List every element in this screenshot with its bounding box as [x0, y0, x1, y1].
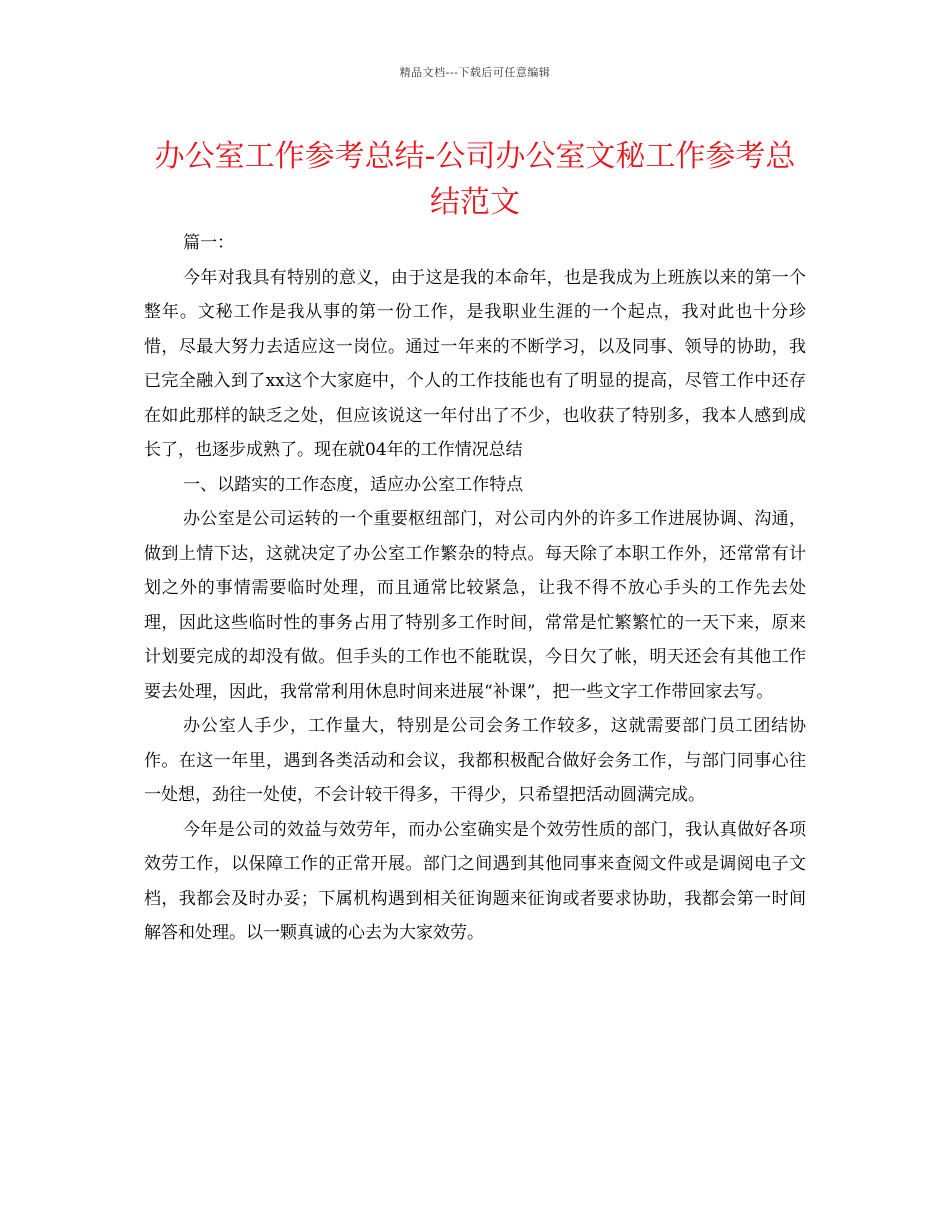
document-title: 办公室工作参考总结-公司办公室文秘工作参考总结范文 — [154, 139, 796, 220]
paragraph-section-label: 篇一： — [183, 233, 235, 253]
paragraph: 办公室是公司运转的一个重要枢纽部门，对公司内外的许多工作进展协调、沟通，做到上情下达，这就决定了办公室工作繁杂的特点。每天除了本职工作外，还常常有计划之外的事情需要临时处理，而且通常比较紧急，让我不得不放心手头的工作先去处理，因此这些临时性的事务占用了特别多工作时间，常常是忙繁繁忙的一天下来，原来计划要完成的却没有做。但手头的工作也不能耽误，今日欠了帐，明天还会有其他工作要去处理，因此，我常常利用休息时间来进展“补课”，把一些文字工作带回家去写。 — [144, 509, 806, 702]
section-heading: 一、以踏实的工作态度，适应办公室工作特点 — [183, 474, 524, 495]
header-note: 精品文档---下载后可任意编辑 — [399, 66, 551, 79]
paragraph: 办公室人手少，工作量大，特别是公司会务工作较多，这就需要部门员工团结协作。在这一年里，遇到各类活动和会议，我都积极配合做好会务工作，与部门同事心往一处想，劲往一处使，不会计较干得多，干得少，只希望把活动圆满完成。 — [144, 716, 806, 805]
document-body — [144, 226, 806, 951]
paragraph: 今年是公司的效益与效劳年，而办公室确实是个效劳性质的部门，我认真做好各项效劳工作，以保障工作的正常开展。部门之间遇到其他同事来查阅文件或是调阅电子文档，我都会及时办妥；下属机构遇到相关征询题来征询或者要求协助，我都会第一时间解答和处理。以一颗真诚的心去为大家效劳。 — [144, 819, 806, 943]
paragraph: 今年对我具有特别的意义，由于这是我的本命年，也是我成为上班族以来的第一个整年。文秘工作是我从事的第一份工作，是我职业生涯的一个起点，我对此也十分珍惜，尽最大努力去适应这一岗位。通过一年来的不断学习，以及同事、领导的协助，我已完全融入到了xx这个大家庭中，个人的工作技能也有了明显的提高，尽管工作中还存在如此那样的缺乏之处，但应该说这一年付出了不少，也收获了特别多，我本人感到成长了，也逐步成熟了。现在就04年的工作情况总结 — [144, 267, 806, 460]
